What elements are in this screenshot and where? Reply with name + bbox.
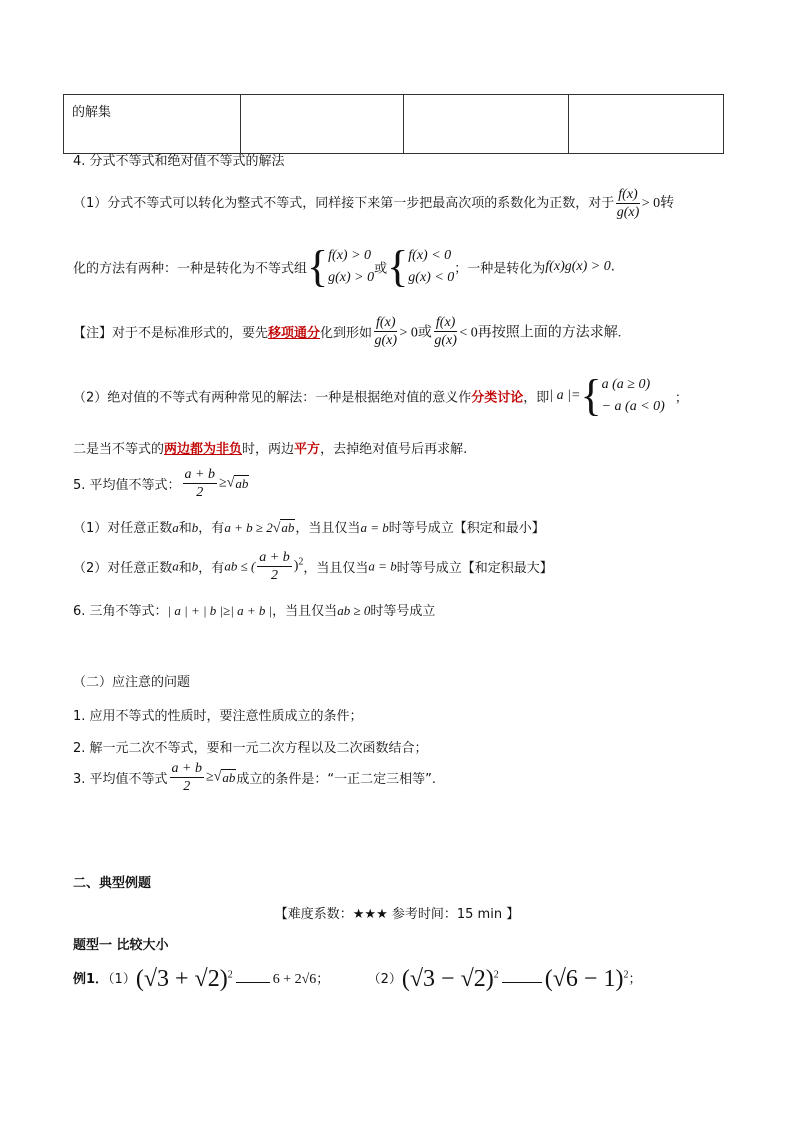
answer-blank[interactable] <box>502 982 542 983</box>
radical: √ <box>226 475 235 491</box>
math-expr: (√6 − 1) <box>544 966 624 992</box>
math-expr: a = b <box>368 558 397 574</box>
math-expr: a = b <box>360 520 389 535</box>
text: 时等号成立【积定和最小】 <box>388 521 545 536</box>
numerator: f(x) <box>618 187 638 202</box>
exponent: 2 <box>623 969 629 981</box>
fraction <box>183 466 217 501</box>
table-cell <box>404 95 569 154</box>
example-label: 例1． <box>73 972 109 987</box>
text: > 0转 <box>641 196 675 211</box>
exponent: 2 <box>227 969 233 981</box>
part-label: （1） <box>108 972 136 987</box>
sys-line: g(x) < 0 <box>408 270 455 285</box>
text: ，有 <box>198 521 225 536</box>
text: 6. 三角不等式： <box>73 604 168 619</box>
text: 或 <box>374 261 388 277</box>
text: （2）对任意正数 <box>73 561 173 576</box>
text: ，当且仅当 <box>272 604 338 619</box>
square-method-line <box>73 438 467 457</box>
highlight: 移项通分 <box>268 326 321 341</box>
numerator: a + b <box>184 467 215 482</box>
section-4-heading: 4. 分式不等式和绝对值不等式的解法 <box>73 154 285 169</box>
math-expr: a + b ≥ 2 <box>224 520 273 535</box>
ge-sign: ≥ <box>219 475 227 491</box>
text: （1）分式不等式可以转化为整式不等式，同样接下来第一步把最高次项的系数化为正数，对于 <box>73 196 615 211</box>
text: 二是当不等式的 <box>73 442 165 457</box>
text: 和 <box>178 521 192 536</box>
fraction <box>257 549 291 584</box>
conversion-paragraph <box>73 242 615 291</box>
highlight: 平方 <box>294 442 321 457</box>
mean-ineq-item-2 <box>73 549 553 584</box>
denominator: 2 <box>271 568 278 583</box>
fraction <box>170 760 204 795</box>
text: 5. 平均值不等式： <box>73 478 181 493</box>
table-row <box>64 95 724 154</box>
note-paragraph <box>73 314 621 349</box>
attention-item-1: 1. 应用不等式的性质时，要注意性质成立的条件； <box>73 709 363 724</box>
table-cell: 的解集 <box>64 95 241 154</box>
var: a <box>172 558 179 574</box>
fraction <box>616 186 639 221</box>
text: 时等号成立【和定积最大】 <box>396 561 553 576</box>
var: a <box>172 520 179 535</box>
math-expr: (√3 − √2) <box>401 966 494 992</box>
piecewise <box>602 374 665 418</box>
text: （1）对任意正数 <box>73 521 173 536</box>
radicand: ab <box>235 475 249 491</box>
examples-heading: 二、典型例题 <box>73 876 152 891</box>
numerator: f(x) <box>376 315 396 330</box>
numerator: a + b <box>259 550 290 565</box>
text: 时等号成立 <box>370 604 436 619</box>
fraction-ineq-paragraph <box>73 186 674 221</box>
brace: { <box>580 371 602 420</box>
section-5-heading <box>73 466 249 501</box>
case-line: − a (a < 0) <box>601 399 665 414</box>
numerator: a + b <box>171 761 202 776</box>
text: ；一种是转化为 <box>454 261 546 277</box>
text: 时，两边 <box>242 442 295 457</box>
brace: { <box>387 242 409 291</box>
system-a <box>328 245 374 289</box>
math-expr: ab ≤ ( <box>224 558 256 574</box>
ge-sign: ≥ <box>206 769 214 785</box>
text: ，即 <box>523 390 550 406</box>
abs-value-paragraph <box>73 371 688 420</box>
highlight: 两边都为非负 <box>164 442 243 457</box>
denominator: g(x) <box>434 333 457 348</box>
text: 成立的条件是：“一正二定三相等”. <box>236 772 436 787</box>
math-expr: (√3 + √2) <box>135 966 228 992</box>
fraction <box>434 314 457 349</box>
text: 【注】对于不是标准形式的，要先 <box>73 326 269 341</box>
math-expr: | a |= <box>549 388 581 403</box>
var: b <box>191 558 199 574</box>
question-type-title: 题型一 比较大小 <box>73 938 169 953</box>
text: ，当且仅当 <box>303 561 369 576</box>
example-1 <box>73 966 641 993</box>
radicand: ab <box>222 769 236 785</box>
text: 3. 平均值不等式 <box>73 772 168 787</box>
text: （2）绝对值的不等式有两种常见的解法：一种是根据绝对值的意义作 <box>73 390 472 406</box>
radicand: ab <box>281 520 295 535</box>
radical: √ <box>213 769 222 785</box>
attention-item-2: 2. 解一元二次不等式，要和一元二次方程以及二次函数结合； <box>73 741 428 756</box>
text: < 0再按照上面的方法求解. <box>459 325 622 341</box>
text: ，去掉绝对值号后再求解. <box>320 442 468 457</box>
attention-heading: （二）应注意的问题 <box>73 675 191 690</box>
math-expr: ab ≥ 0 <box>337 603 371 618</box>
text: 和 <box>178 561 192 576</box>
text: . <box>610 259 615 275</box>
text: ； <box>628 972 642 987</box>
denominator: 2 <box>196 485 204 500</box>
text: > 0或 <box>399 325 432 341</box>
mean-ineq-item-1 <box>73 517 545 537</box>
answer-blank[interactable] <box>236 982 270 983</box>
system-b <box>408 245 454 289</box>
math-expr: 6 + 2√6 <box>272 972 317 987</box>
denominator: g(x) <box>616 205 640 220</box>
radical: √ <box>272 521 281 536</box>
case-line: a (a ≥ 0) <box>601 377 651 392</box>
sys-line: f(x) > 0 <box>328 248 372 263</box>
table-cell <box>569 95 724 154</box>
table-cell <box>241 95 404 154</box>
highlight: 分类讨论 <box>471 390 524 406</box>
sys-line: g(x) > 0 <box>328 270 375 285</box>
fraction <box>374 314 397 349</box>
text: ； <box>316 972 330 987</box>
denominator: g(x) <box>374 333 398 348</box>
text: ，当且仅当 <box>295 521 361 536</box>
text: ，有 <box>198 561 225 576</box>
denominator: 2 <box>183 779 191 794</box>
section-6-heading <box>73 600 435 619</box>
text: ； <box>674 390 688 406</box>
difficulty-banner: 【难度系数：★★★ 参考时间：15 min 】 <box>274 907 520 922</box>
exponent: 2 <box>493 969 499 981</box>
brace: { <box>307 242 329 291</box>
solution-set-table <box>63 94 724 154</box>
paren: ) <box>293 558 299 574</box>
var: b <box>191 520 199 535</box>
text: 化的方法有两种：一种是转化为不等式组 <box>73 261 308 277</box>
exponent: 2 <box>298 556 304 568</box>
part-label: （2） <box>367 972 402 987</box>
numerator: f(x) <box>435 315 456 330</box>
math-expr: | a | + | b |≥| a + b | <box>167 603 273 618</box>
attention-item-3 <box>73 760 436 795</box>
text: 化到形如 <box>320 326 373 341</box>
sys-line: f(x) < 0 <box>408 248 452 263</box>
math-expr: f(x)g(x) > 0 <box>545 259 611 274</box>
